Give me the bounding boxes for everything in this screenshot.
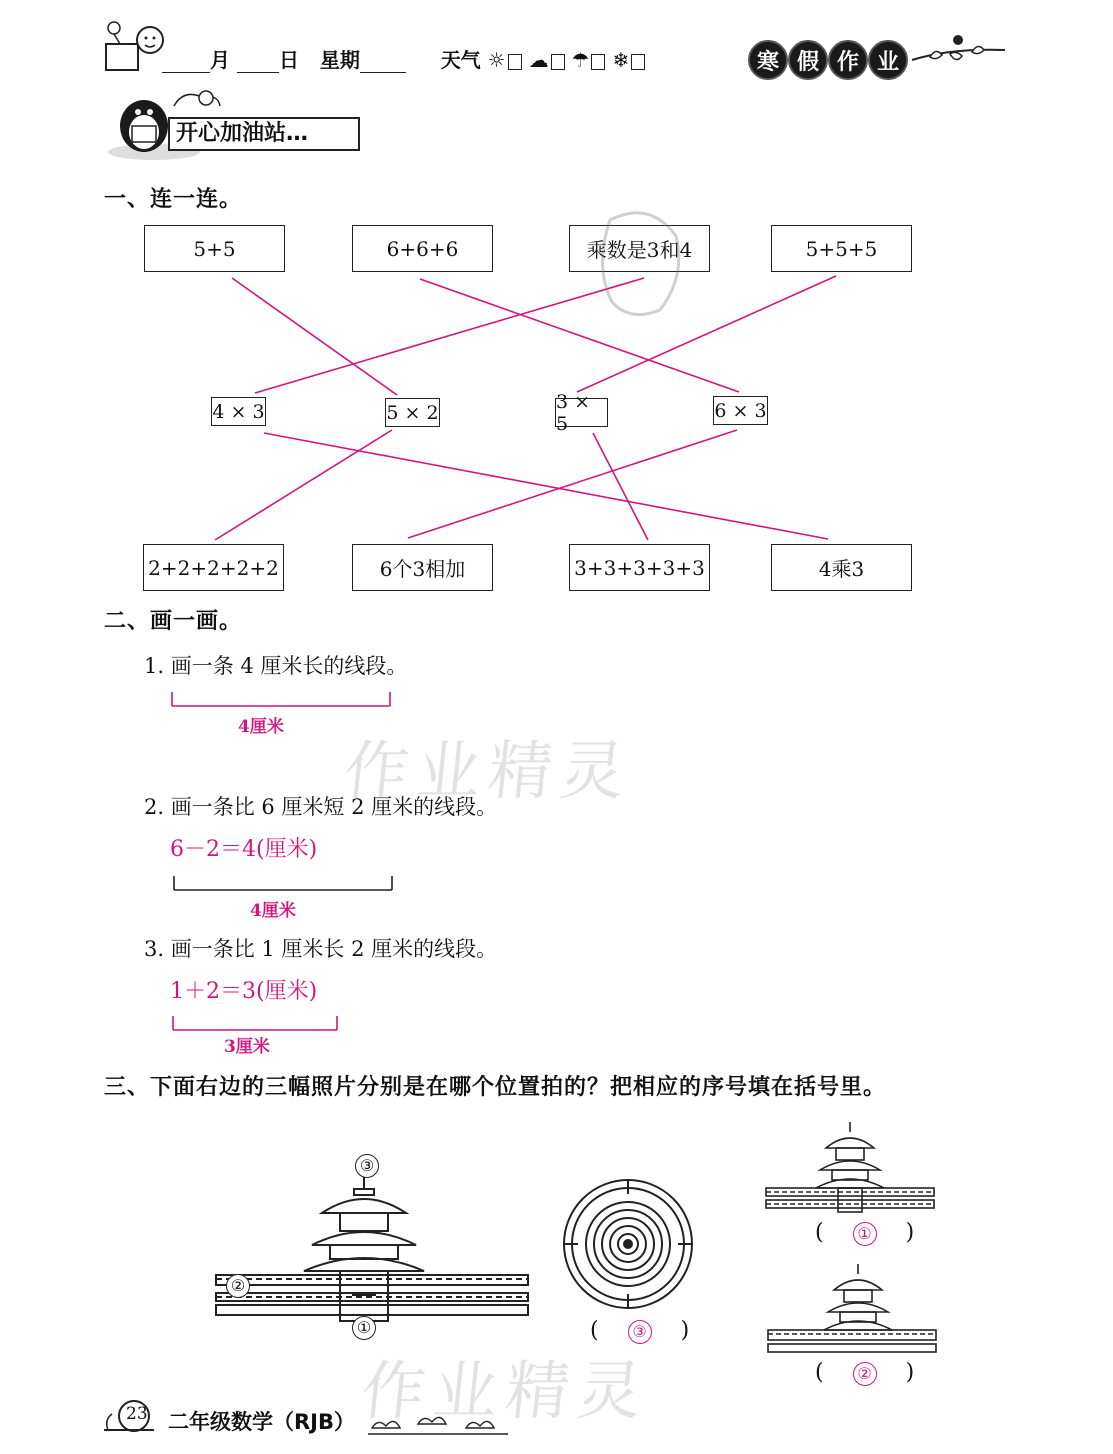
segment-2-label: 4厘米 bbox=[250, 901, 296, 921]
month-label: 月 bbox=[210, 48, 230, 72]
line-3x5-to-33333 bbox=[593, 433, 648, 540]
top-box-3[interactable]: 乘数是3和4 bbox=[569, 225, 710, 272]
segment-3-label: 3厘米 bbox=[224, 1037, 270, 1057]
segment-3 bbox=[171, 1014, 341, 1034]
equation-2: 6－2＝4(厘米) bbox=[170, 837, 318, 862]
subject-label: 二年级数学（RJB） bbox=[168, 1410, 355, 1434]
weather-label: 天气 bbox=[440, 48, 481, 72]
connection-lines bbox=[0, 0, 1113, 620]
answer-top-view: ( ③ ) bbox=[590, 1318, 690, 1343]
answer-side-view-value[interactable]: ② bbox=[853, 1362, 877, 1386]
temple-top-view-drawing bbox=[558, 1178, 702, 1312]
sunny-icon: ☼ bbox=[487, 48, 506, 72]
day-label: 日 bbox=[278, 48, 299, 72]
answer-side-view: ( ② ) bbox=[815, 1360, 915, 1385]
segment-2 bbox=[172, 874, 396, 894]
answer-front-view: ( ① ) bbox=[815, 1220, 915, 1245]
section1-title: 一、连一连。 bbox=[104, 187, 243, 212]
top-box-4[interactable]: 5+5+5 bbox=[771, 225, 912, 272]
answer-front-view-value[interactable]: ① bbox=[853, 1222, 877, 1246]
badge-han: 寒 bbox=[748, 40, 788, 80]
footer-cloud-decoration bbox=[368, 1404, 508, 1436]
section2-title: 二、画一画。 bbox=[104, 609, 243, 634]
temple-front-drawing bbox=[212, 1175, 532, 1335]
top-box-1[interactable]: 5+5 bbox=[144, 225, 285, 272]
line-4x3-to-4cheng3 bbox=[264, 433, 828, 539]
cloudy-icon: ☁ bbox=[528, 48, 549, 72]
position-mark-2: ② bbox=[226, 1274, 250, 1298]
answer-top-view-value[interactable]: ③ bbox=[628, 1320, 652, 1344]
badge-ye: 业 bbox=[868, 40, 908, 80]
line-666-to-6x3 bbox=[420, 279, 739, 392]
line-6x3-to-6ge3 bbox=[408, 430, 737, 538]
top-box-2[interactable]: 6+6+6 bbox=[352, 225, 493, 272]
line-5x2-to-22222 bbox=[215, 430, 392, 540]
watermark-bottom: 作业精灵 bbox=[357, 1355, 654, 1429]
station-title: 开心加油站… bbox=[168, 117, 360, 151]
bottom-box-2[interactable]: 6个3相加 bbox=[352, 544, 493, 591]
rain-icon: ☂ bbox=[571, 48, 590, 72]
middle-box-3[interactable]: 3 × 5 bbox=[555, 398, 608, 427]
photo-side-view bbox=[766, 1262, 938, 1358]
weekday-label: 星期 bbox=[319, 48, 360, 72]
badge-jia: 假 bbox=[788, 40, 828, 80]
position-mark-3: ③ bbox=[355, 1154, 379, 1178]
page-number: 23 bbox=[126, 1404, 148, 1424]
segment-1 bbox=[170, 690, 394, 710]
middle-box-2[interactable]: 5 × 2 bbox=[385, 398, 440, 427]
bottom-box-3[interactable]: 3+3+3+3+3 bbox=[569, 544, 710, 591]
middle-box-1[interactable]: 4 × 3 bbox=[211, 397, 266, 426]
bottom-box-1[interactable]: 2+2+2+2+2 bbox=[143, 544, 284, 591]
watermark-middle: 作业精灵 bbox=[340, 735, 637, 809]
badge-zuo: 作 bbox=[828, 40, 868, 80]
snow-icon: ❄ bbox=[612, 48, 630, 72]
segment-1-label: 4厘米 bbox=[238, 717, 284, 737]
draw-question-2: 2. 画一条比 6 厘米短 2 厘米的线段。 bbox=[144, 795, 498, 819]
line-5plus5-to-5x2 bbox=[232, 278, 397, 395]
equation-3: 1＋2＝3(厘米) bbox=[170, 979, 318, 1004]
draw-question-3: 3. 画一条比 1 厘米长 2 厘米的线段。 bbox=[144, 937, 498, 961]
stamp-mark bbox=[590, 206, 690, 326]
position-mark-1: ① bbox=[352, 1316, 376, 1340]
photo-front-view bbox=[764, 1120, 936, 1216]
middle-box-4[interactable]: 6 × 3 bbox=[713, 396, 768, 425]
section3-title: 三、下面右边的三幅照片分别是在哪个位置拍的？把相应的序号填在括号里。 bbox=[104, 1075, 887, 1100]
draw-question-1: 1. 画一条 4 厘米长的线段。 bbox=[144, 654, 408, 678]
bottom-box-4[interactable]: 4乘3 bbox=[771, 544, 912, 591]
